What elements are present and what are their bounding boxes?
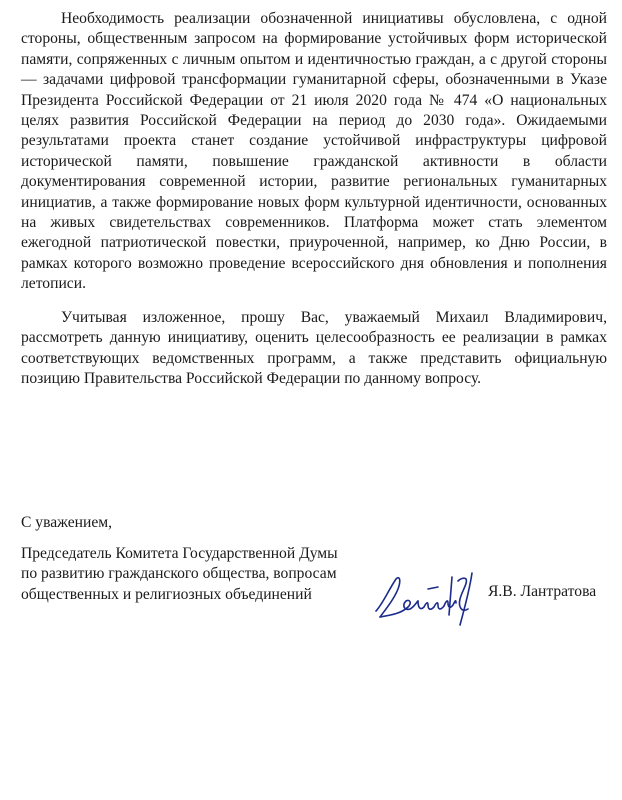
position-line: по развитию гражданского общества, вопросам (21, 565, 337, 583)
signer-name: Я.В. Лантратова (488, 583, 597, 600)
handwritten-signature (368, 565, 493, 631)
position-line: Председатель Комитета Государственной Думы (21, 545, 338, 562)
signer-position (21, 544, 401, 605)
closing-salutation: С уважением, (21, 514, 113, 531)
letter-body (21, 9, 607, 389)
position-line: общественных и религиозных объединений (21, 585, 312, 603)
paragraph-justification: Необходимость реализации обозначенной инициативы обусловлена, с одной стороны, общественным запросом на формирование устойчивых форм исторической памяти, сопряженных с личным опытом и идентичностью граждан, а с другой стороны — задачами цифровой трансформации гуманитарной сферы, обозначенными в Указе Президента Российской Федерации от 21 июля 2020 года № 474 «О национальных целях развития Российской Федерации на период до 2030 года». Ожидаемыми результатами проекта станет создание устойчивой инфраструктуры цифровой исторической памяти, повышение гражданской активности в области документирования современной истории, развитие региональных гуманитарных инициатив, а также формирование новых форм культурной идентичности, основанных на живых свидетельствах современников. Платформа может стать элементом ежегодной патриотической повестки, приуроченной, например, ко Дню России, в рамках которого возможно проведение всероссийского дня обновления и пополнения летописи. (21, 10, 607, 293)
paragraph-request: Учитывая изложенное, прошу Вас, уважаемый Михаил Владимирович, рассмотреть данную инициативу, оценить целесообразность ее реализации в рамках соответствующих ведомственных программ, а также представить официальную позицию Правительства Российской Федерации по данному вопросу. (21, 308, 607, 387)
